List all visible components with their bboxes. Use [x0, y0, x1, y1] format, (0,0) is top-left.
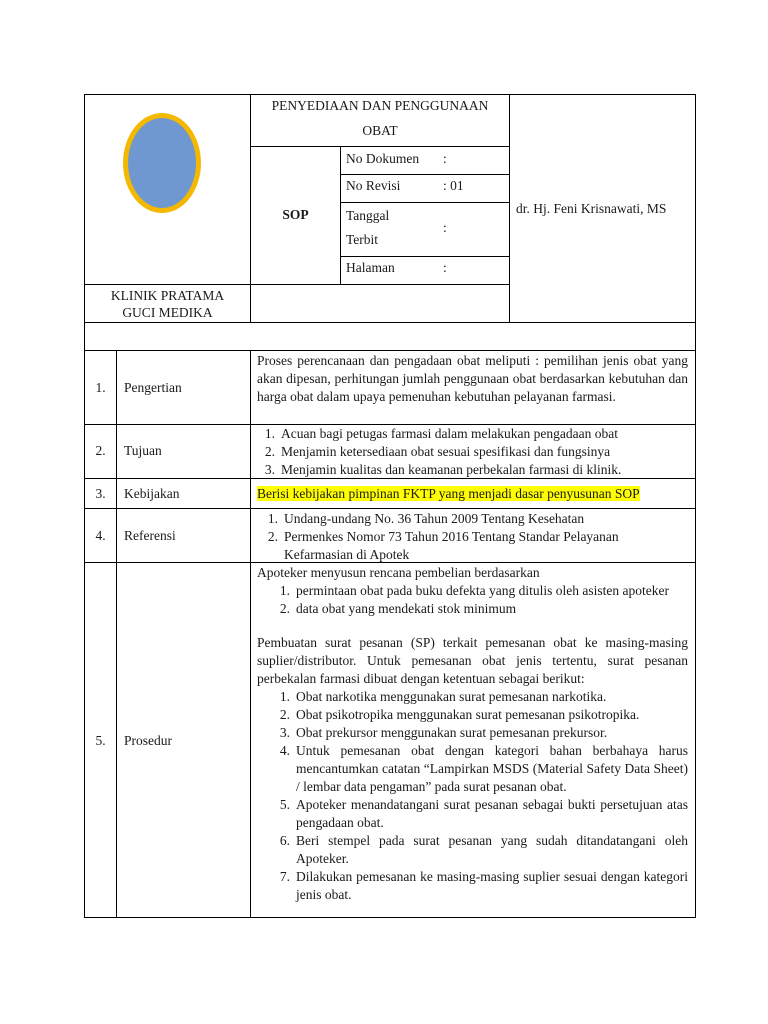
referensi-item: 1. Undang-undang No. 36 Tahun 2009 Tentang Kesehatan — [267, 511, 585, 526]
prosedur-list-b-item: 3. Obat prekursor menggunakan surat pemesanan prekursor. — [279, 725, 608, 740]
terbit-label: Terbit — [346, 232, 379, 247]
no-revisi-label: No Revisi — [346, 178, 401, 193]
prosedur-list-b-item: 2. Obat psikotropika menggunakan surat pemesanan psikotropika. — [279, 707, 640, 722]
clinic-name-line1: KLINIK PRATAMA — [110, 288, 225, 303]
row-number: 1. — [95, 380, 106, 395]
halaman-value: : — [443, 260, 447, 275]
tanggal-label: Tanggal — [346, 208, 390, 223]
tujuan-item: 1. Acuan bagi petugas farmasi dalam melakukan pengadaan obat — [264, 426, 618, 441]
pengertian-text: Proses perencanaan dan pengadaan obat meliputi : pemilihan jenis obat yang akan dipesan, perhitungan jumlah penggunaan obat berdasarkan kebutuhan dan harga obat dalam upaya pemenuhan kebutuhan pelayanan farmasi. — [257, 353, 688, 404]
clinic-logo — [123, 113, 201, 213]
row-label-kebijakan: Kebijakan — [124, 486, 180, 501]
prosedur-list-b-item: 6. Beri stempel pada surat pesanan yang sudah ditandatangani oleh Apoteker. — [279, 833, 688, 866]
sop-label: SOP — [282, 207, 309, 222]
signatory-name: dr. Hj. Feni Krisnawati, MS — [516, 201, 667, 216]
prosedur-paragraph: Pembuatan surat pesanan (SP) terkait pemesanan obat ke masing-masing suplier/distributor. Untuk pemesanan obat jenis tertentu, surat pesanan perbekalan farmasi dibuat dengan ketentuan sebagai berikut: — [257, 635, 688, 686]
prosedur-list-b-item: 1. Obat narkotika menggunakan surat pemesanan narkotika. — [279, 689, 607, 704]
row-label-pengertian: Pengertian — [124, 380, 182, 395]
prosedur-list-b-item: 4. Untuk pemesanan obat dengan kategori bahan berbahaya harus mencantumkan catatan “Lampirkan MSDS (Material Safety Data Sheet) / lembar data pengaman” pada surat pesanan obat. — [279, 743, 688, 794]
row-number: 3. — [95, 486, 106, 501]
row-label-referensi: Referensi — [124, 528, 176, 543]
tanggal-value: : — [443, 220, 447, 235]
no-dokumen-label: No Dokumen — [346, 151, 420, 166]
document-title-line2: OBAT — [362, 123, 398, 138]
row-number: 5. — [95, 733, 106, 748]
no-dokumen-value: : — [443, 151, 447, 166]
row-number: 2. — [95, 443, 106, 458]
halaman-label: Halaman — [346, 260, 395, 275]
tujuan-item: 3. Menjamin kualitas dan keamanan perbekalan farmasi di klinik. — [264, 462, 622, 477]
prosedur-list-a-item: 1. permintaan obat pada buku defekta yang ditulis oleh asisten apoteker — [279, 583, 670, 598]
prosedur-list-b-item: 5. Apoteker menandatangani surat pesanan sebagai bukti persetujuan atas pengadaan obat. — [279, 797, 688, 830]
tujuan-item: 2. Menjamin ketersediaan obat sesuai spesifikasi dan fungsinya — [264, 444, 611, 459]
referensi-item: 2. Permenkes Nomor 73 Tahun 2016 Tentang Standar Pelayanan Kefarmasian di Apotek — [267, 529, 619, 562]
prosedur-intro: Apoteker menyusun rencana pembelian berdasarkan — [257, 565, 540, 580]
prosedur-list-a-item: 2. data obat yang mendekati stok minimum — [279, 601, 517, 616]
prosedur-list-b-item: 7. Dilakukan pemesanan ke masing-masing suplier sesuai dengan kategori jenis obat. — [279, 869, 688, 902]
row-number: 4. — [95, 528, 106, 543]
row-label-prosedur: Prosedur — [124, 733, 172, 748]
document-title-line1: PENYEDIAAN DAN PENGGUNAAN — [271, 98, 489, 113]
no-revisi-value: : 01 — [443, 178, 464, 193]
kebijakan-text: Berisi kebijakan pimpinan FKTP yang menjadi dasar penyusunan SOP — [257, 486, 640, 501]
row-label-tujuan: Tujuan — [124, 443, 162, 458]
clinic-name-line2: GUCI MEDIKA — [122, 305, 213, 320]
